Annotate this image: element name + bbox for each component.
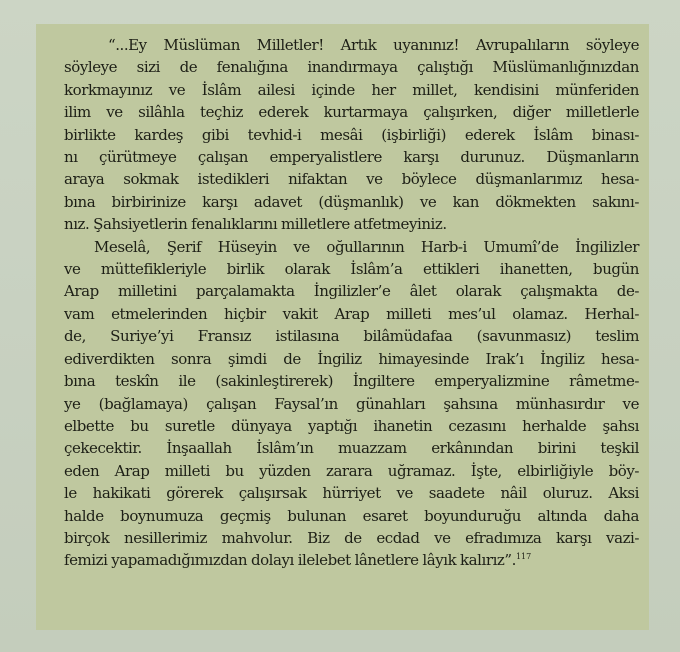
paragraph-1 bbox=[64, 34, 639, 236]
text-line: birlikte kardeş gibi tevhid-i mesâi (işbirliği) ederek İslâm binası- bbox=[64, 125, 639, 144]
text-line: Arap milletini parçalamakta İngilizler’e âlet olarak çalışmakta de- bbox=[64, 282, 639, 301]
text-line: ilim ve silâhla teçhiz ederek kurtarmaya çalışırken, diğer milletlerle bbox=[64, 103, 639, 122]
text-line: bına teskîn ile (sakinleştirerek) İngiltere emperyalizmine râmetme- bbox=[64, 372, 639, 391]
text-line: nız. Şahsiyetlerin fenalıklarını milletlere atfetmeyiniz. bbox=[64, 215, 447, 234]
text-line: eden Arap milleti bu yüzden zarara uğramaz. İşte, elbirliğiyle böy- bbox=[64, 461, 639, 480]
text-line: “...Ey Müslüman Milletler! Artık uyanınız! Avrupalıların söyleye bbox=[108, 36, 639, 54]
footnote-reference: 117 bbox=[515, 552, 532, 562]
text-line: korkmayınız ve İslâm ailesi içinde her millet, kendisini münferiden bbox=[64, 80, 639, 99]
text-line: çekecektir. İnşaallah İslâm’ın muazzam erkânından birini teşkil bbox=[64, 439, 639, 458]
text-line: bına birbirinize karşı adavet (düşmanlık) ve kan dökmekten sakını- bbox=[64, 192, 639, 211]
text-line: ediverdikten sonra şimdi de İngiliz himayesinde Irak’ı İngiliz hesa- bbox=[64, 349, 639, 368]
paragraph-2 bbox=[64, 236, 639, 572]
text-line: de, Suriye’yi Fransız istilasına bilâmüdafaa (savunmasız) teslim bbox=[64, 327, 639, 346]
text-line: ye (bağlamaya) çalışan Faysal’ın günahları şahsına münhasırdır ve bbox=[64, 394, 639, 413]
text-line: söyleye sizi de fenalığına inandırmaya çalıştığı Müslümanlığınızdan bbox=[64, 58, 639, 77]
text-line: Meselâ, Şerif Hüseyin ve oğullarının Harb-i Umumî’de İngilizler bbox=[94, 237, 639, 256]
final-line-text: femizi yapamadığımızdan dolayı ilelebet lânetlere lâyık kalırız”. bbox=[64, 551, 516, 570]
text-line: vam etmelerinden hiçbir vakit Arap milleti mes’ul olamaz. Herhal- bbox=[64, 304, 639, 323]
text-line: ve müttefikleriyle birlik olarak İslâm’a ettikleri ihanetten, bugün bbox=[64, 260, 639, 279]
text-line: elbette bu suretle dünyaya yaptığı ihanetin cezasını herhalde şahsı bbox=[64, 416, 639, 435]
text-line: nı çürütmeye çalışan emperyalistlere karşı durunuz. Düşmanların bbox=[64, 148, 639, 167]
text-line: le hakikati görerek çalışırsak hürriyet ve saadete nâil oluruz. Aksi bbox=[64, 484, 639, 503]
text-line: araya sokmak istedikleri nifaktan ve böylece düşmanlarımız hesa- bbox=[64, 170, 639, 189]
text-line-final bbox=[64, 549, 639, 571]
text-line: halde boynumuza geçmiş bulunan esaret boyunduruğu altında daha bbox=[64, 506, 639, 525]
quoted-text-panel bbox=[36, 24, 649, 630]
text-line: birçok nesillerimiz mahvolur. Biz de ecdad ve efradımıza karşı vazi- bbox=[64, 528, 639, 547]
